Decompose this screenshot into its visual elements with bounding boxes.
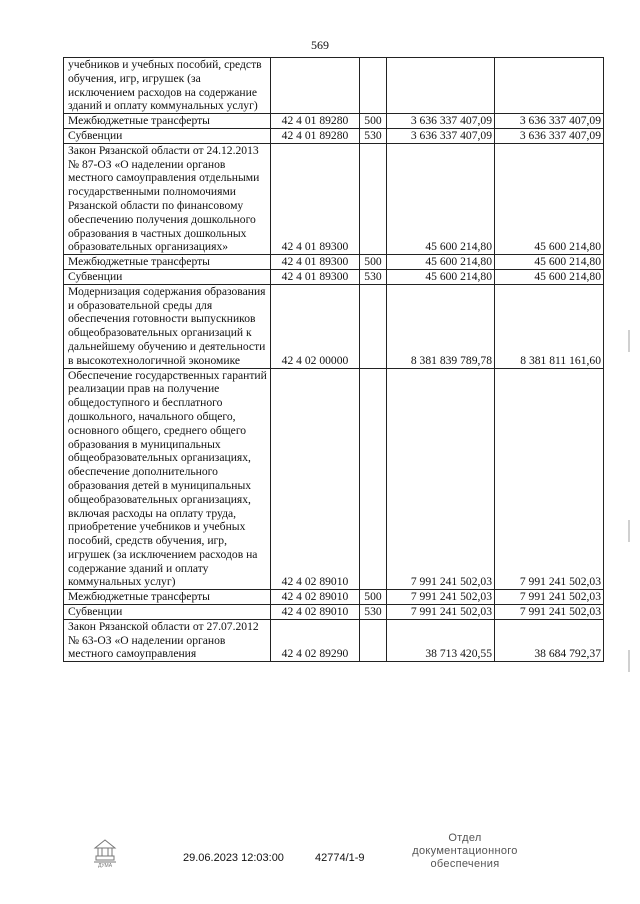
- row-code: 42 4 01 89300: [271, 143, 360, 254]
- row-code: 42 4 02 89010: [271, 605, 360, 620]
- footer-date: 29.06.2023 12:03:00: [183, 852, 284, 864]
- duma-seal-icon: [88, 834, 122, 868]
- row-name: Субвенции: [64, 128, 271, 143]
- table-row: [64, 368, 604, 590]
- row-code: 42 4 01 89280: [271, 114, 360, 129]
- scan-artifact: [628, 520, 630, 542]
- row-amount-2: 8 381 811 161,60: [495, 284, 604, 368]
- row-type: [360, 284, 387, 368]
- stamp-line-1: Отдел документационного: [412, 832, 518, 857]
- row-amount-1: 45 600 214,80: [387, 269, 495, 284]
- budget-table: [63, 57, 604, 662]
- row-code: 42 4 01 89300: [271, 255, 360, 270]
- table-row: [64, 619, 604, 661]
- row-code: 42 4 02 89010: [271, 368, 360, 590]
- row-amount-2: 45 600 214,80: [495, 255, 604, 270]
- row-code: 42 4 02 89290: [271, 619, 360, 661]
- row-amount-2: 3 636 337 407,09: [495, 128, 604, 143]
- table-row: [64, 590, 604, 605]
- table-row: [64, 143, 604, 254]
- row-name: Закон Рязанской области от 27.07.2012 № 63-ОЗ «О наделении органов местного самоуправления: [64, 619, 271, 661]
- row-type: 500: [360, 255, 387, 270]
- footer-doc-number: 42774/1-9: [315, 852, 365, 864]
- row-amount-1: 7 991 241 502,03: [387, 368, 495, 590]
- scan-artifact: [628, 650, 630, 672]
- row-amount-1: 7 991 241 502,03: [387, 605, 495, 620]
- stamp-line-2: обеспечения: [430, 858, 500, 870]
- table-row: [64, 605, 604, 620]
- row-name: Обеспечение государственных гарантий реализации прав на получение общедоступного и бесплатного дошкольного, начального общего, основного общего, среднего общего образования в муниципальных общеобразовательных организациях, обеспечение дополнительного образования детей в муниципальных общеобразовательных организациях, включая расходы на оплату труда, приобретение учебников и учебных пособий, средств обучения, игр, игрушек (за исключением расходов на содержание зданий и оплату коммунальных услуг): [64, 368, 271, 590]
- row-code: 42 4 01 89280: [271, 128, 360, 143]
- table-row: [64, 284, 604, 368]
- page-number: 569: [311, 38, 329, 52]
- row-amount-2: 38 684 792,37: [495, 619, 604, 661]
- table-row: [64, 255, 604, 270]
- row-type: 530: [360, 269, 387, 284]
- table-row: [64, 128, 604, 143]
- row-amount-2: 45 600 214,80: [495, 143, 604, 254]
- row-amount-1: 3 636 337 407,09: [387, 114, 495, 129]
- row-amount-2: 7 991 241 502,03: [495, 605, 604, 620]
- row-type: [360, 143, 387, 254]
- row-code: 42 4 02 00000: [271, 284, 360, 368]
- row-type: [360, 619, 387, 661]
- table-row: [64, 114, 604, 129]
- row-name: Закон Рязанской области от 24.12.2013 № 87-ОЗ «О наделении органов местного самоуправления отдельными государственными полномочиями Рязанской области по финансовому обеспечению получения дошкольного образования в частных дошкольных образовательных организациях»: [64, 143, 271, 254]
- table-row: [64, 58, 604, 114]
- row-type: 500: [360, 114, 387, 129]
- row-amount-1: [387, 58, 495, 114]
- row-name: Субвенции: [64, 605, 271, 620]
- row-amount-1: 45 600 214,80: [387, 143, 495, 254]
- row-amount-1: 8 381 839 789,78: [387, 284, 495, 368]
- row-amount-2: 45 600 214,80: [495, 269, 604, 284]
- row-amount-2: 7 991 241 502,03: [495, 590, 604, 605]
- row-name: Межбюджетные трансферты: [64, 114, 271, 129]
- row-amount-1: 45 600 214,80: [387, 255, 495, 270]
- row-name: Межбюджетные трансферты: [64, 590, 271, 605]
- seal-text: ДУМА: [97, 863, 113, 868]
- row-amount-2: [495, 58, 604, 114]
- row-amount-1: 7 991 241 502,03: [387, 590, 495, 605]
- row-type: 530: [360, 128, 387, 143]
- scan-artifact: [628, 330, 630, 352]
- row-type: [360, 368, 387, 590]
- row-amount-2: 7 991 241 502,03: [495, 368, 604, 590]
- row-name: Субвенции: [64, 269, 271, 284]
- row-name: учебников и учебных пособий, средств обучения, игр, игрушек (за исключением расходов на содержание зданий и оплату коммунальных услуг): [64, 58, 271, 114]
- row-name: Межбюджетные трансферты: [64, 255, 271, 270]
- table-row: [64, 269, 604, 284]
- row-type: 500: [360, 590, 387, 605]
- row-type: [360, 58, 387, 114]
- row-code: [271, 58, 360, 114]
- row-amount-1: 38 713 420,55: [387, 619, 495, 661]
- row-type: 530: [360, 605, 387, 620]
- row-amount-1: 3 636 337 407,09: [387, 128, 495, 143]
- row-amount-2: 3 636 337 407,09: [495, 114, 604, 129]
- row-name: Модернизация содержания образования и образовательной среды для обеспечения готовности выпускников общеобразовательных организаций к дальнейшему обучению и деятельности в высокотехнологичной экономике: [64, 284, 271, 368]
- row-code: 42 4 01 89300: [271, 269, 360, 284]
- row-code: 42 4 02 89010: [271, 590, 360, 605]
- department-stamp: [400, 832, 530, 871]
